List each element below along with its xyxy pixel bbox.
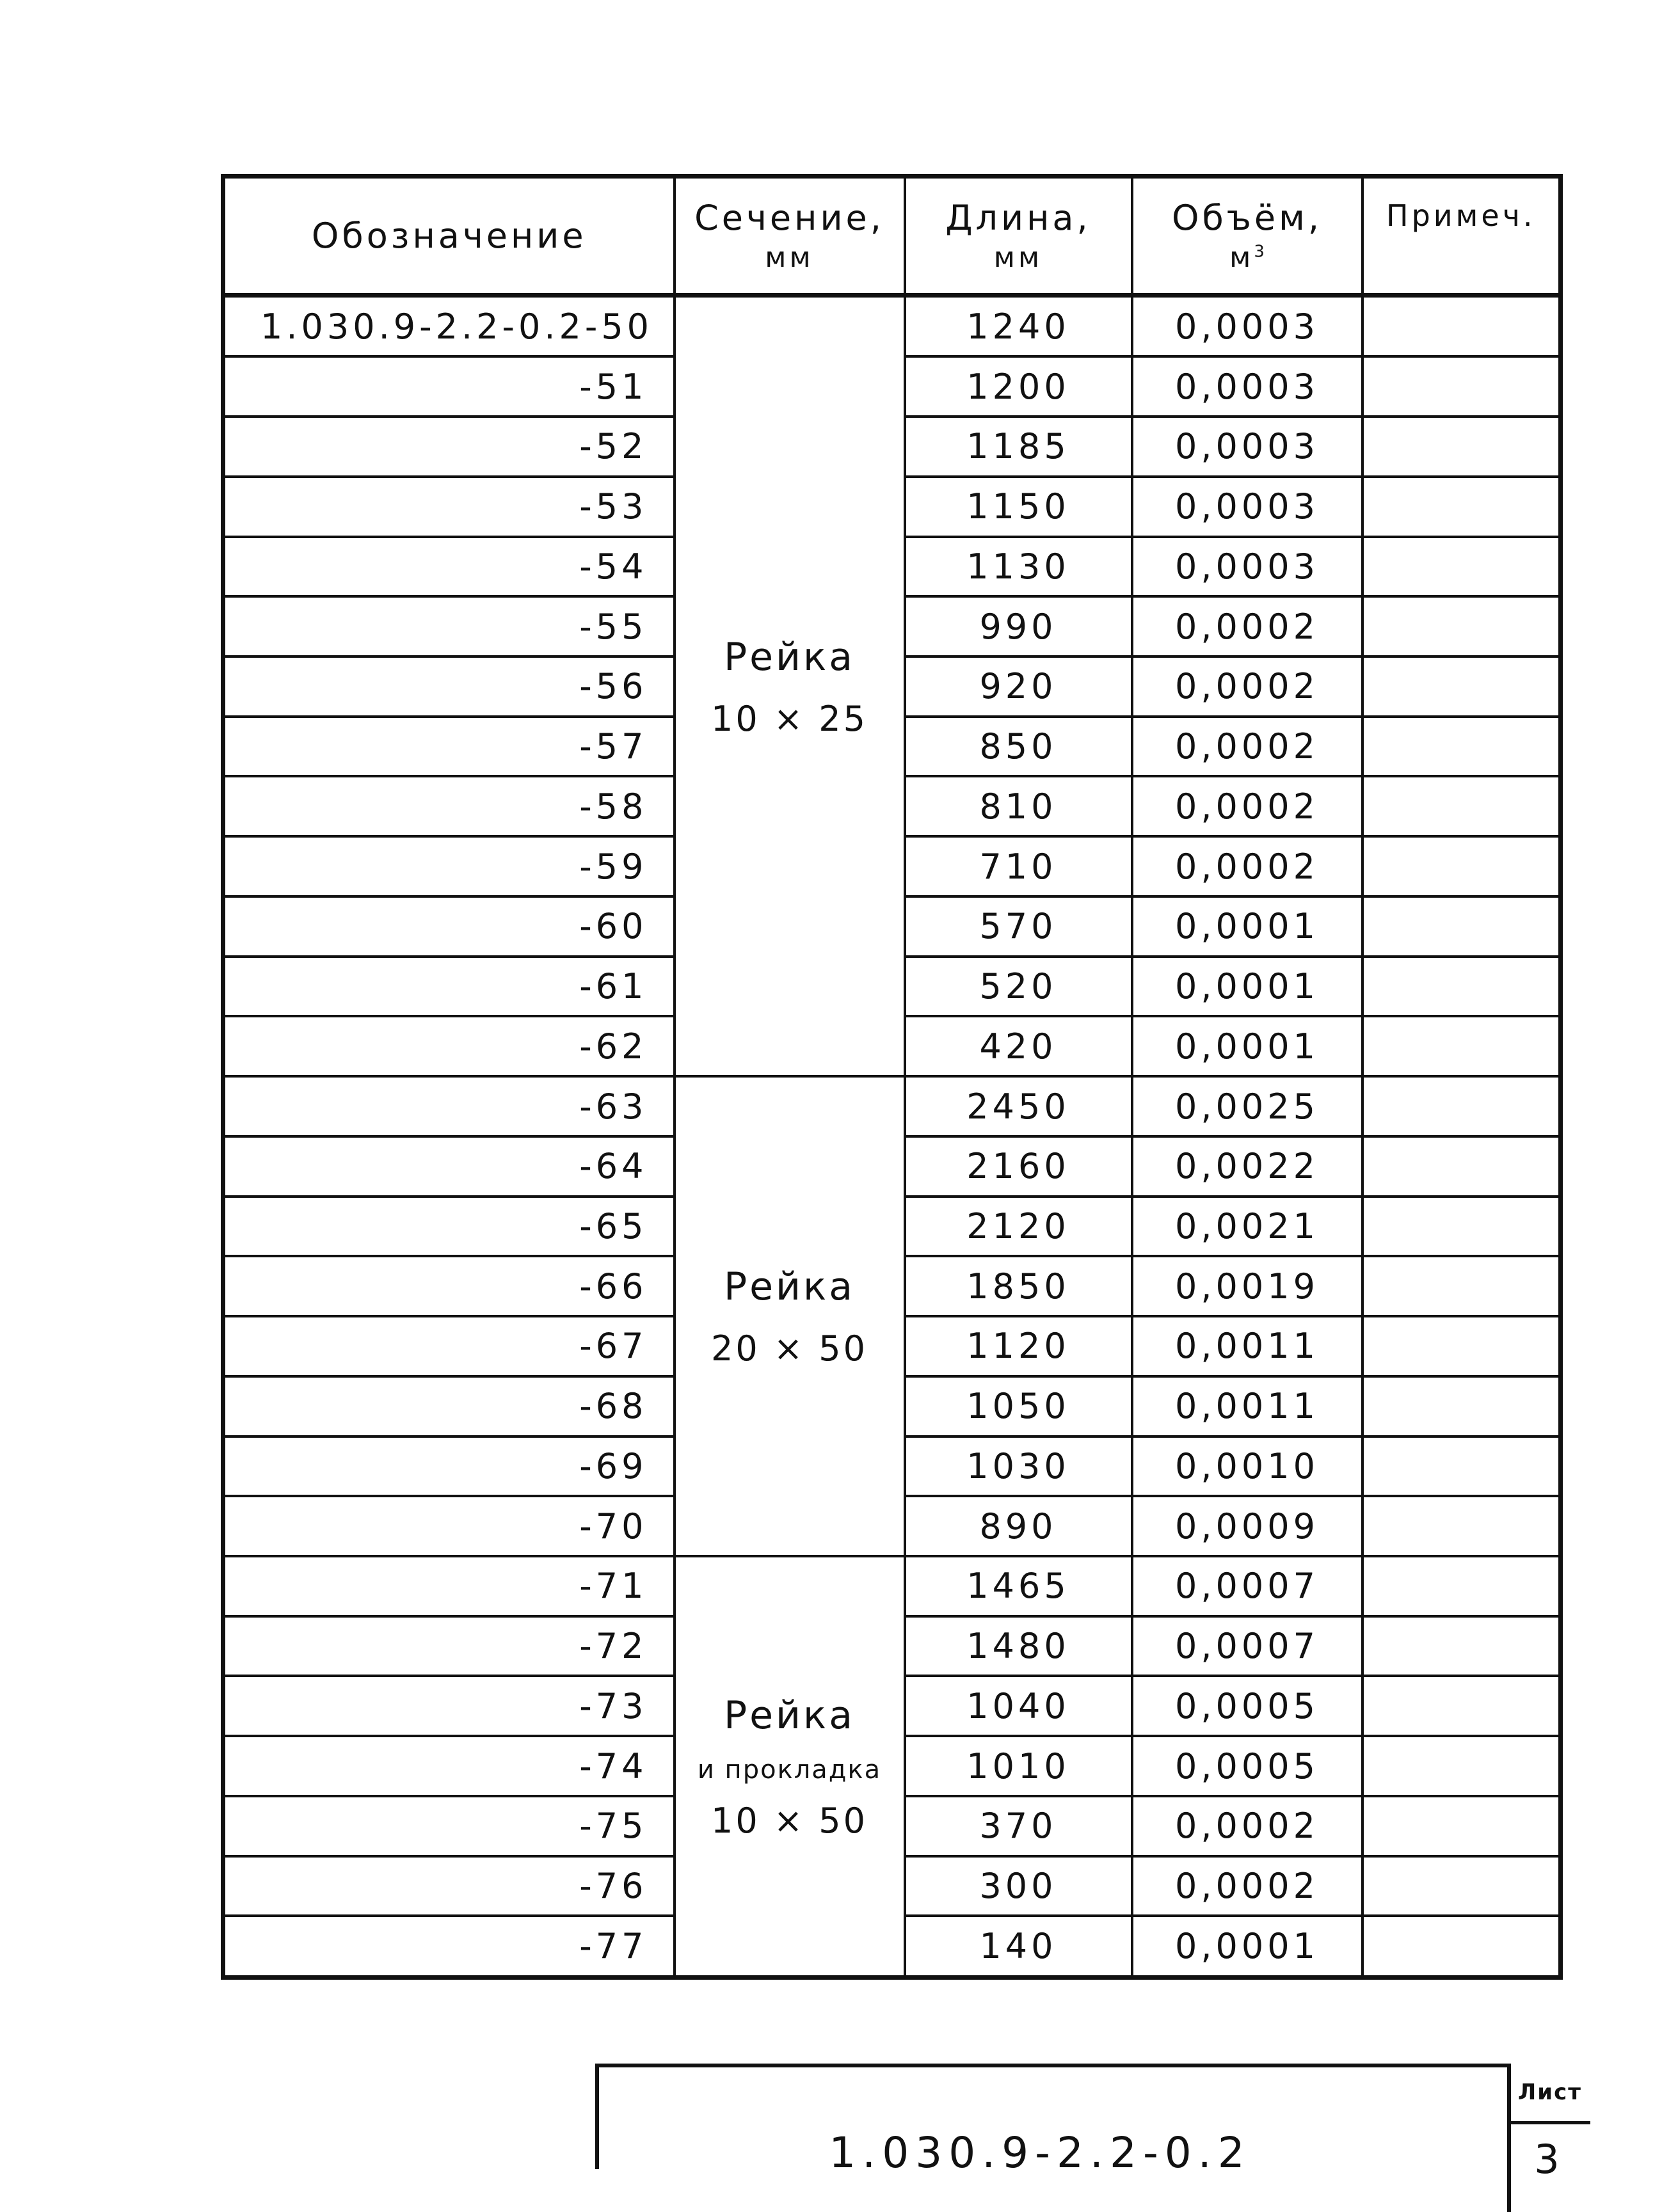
table-header-row — [223, 177, 1561, 296]
section-line2: 20 × 50 — [710, 1328, 868, 1369]
cell-designation: -51 — [223, 356, 675, 417]
cell-designation: -56 — [223, 656, 675, 717]
cell-volume: 0,0011 — [1132, 1316, 1362, 1376]
cell-designation: -69 — [223, 1436, 675, 1497]
cell-length: 710 — [905, 836, 1132, 896]
section-line1: Рейка — [723, 634, 856, 680]
cell-designation: -76 — [223, 1856, 675, 1916]
cell-length: 990 — [905, 596, 1132, 656]
table-row — [223, 1076, 1561, 1136]
cell-length: 370 — [905, 1796, 1132, 1856]
cell-volume: 0,0022 — [1132, 1136, 1362, 1197]
cell-volume: 0,0002 — [1132, 596, 1362, 656]
cell-section-group — [675, 1076, 905, 1556]
cell-volume: 0,0007 — [1132, 1616, 1362, 1676]
cell-volume: 0,0003 — [1132, 537, 1362, 597]
cell-note — [1362, 1796, 1561, 1856]
cell-note — [1362, 1016, 1561, 1076]
section-line2: и прокладка — [697, 1754, 882, 1785]
cell-note — [1362, 1136, 1561, 1197]
cell-note — [1362, 1256, 1561, 1316]
header-length-label: Длина, — [945, 198, 1091, 239]
cell-designation: -62 — [223, 1016, 675, 1076]
cell-designation: -75 — [223, 1796, 675, 1856]
header-section-label: Сечение, — [694, 198, 884, 239]
cell-note — [1362, 537, 1561, 597]
cell-designation: -60 — [223, 896, 675, 957]
cell-designation: -70 — [223, 1496, 675, 1556]
cell-designation: -55 — [223, 596, 675, 656]
cell-length: 300 — [905, 1856, 1132, 1916]
cell-volume: 0,0002 — [1132, 717, 1362, 777]
cell-volume: 0,0005 — [1132, 1676, 1362, 1736]
cell-note — [1362, 1316, 1561, 1376]
cell-designation: -65 — [223, 1197, 675, 1257]
cell-length: 810 — [905, 776, 1132, 836]
cell-note — [1362, 296, 1561, 357]
title-block-left-border — [595, 2064, 599, 2169]
cell-note — [1362, 1916, 1561, 1977]
section-line2: 10 × 25 — [710, 698, 868, 739]
cell-volume: 0,0001 — [1132, 1916, 1362, 1977]
sheet-label: Лист — [1518, 2080, 1582, 2105]
cell-note — [1362, 1496, 1561, 1556]
title-block-top-border — [595, 2064, 1510, 2067]
header-length-unit: мм — [993, 241, 1043, 274]
cell-volume: 0,0002 — [1132, 1796, 1362, 1856]
cell-volume: 0,0003 — [1132, 296, 1362, 357]
cell-designation: -74 — [223, 1736, 675, 1796]
cell-volume: 0,0003 — [1132, 417, 1362, 477]
cell-designation: -68 — [223, 1376, 675, 1436]
cell-volume: 0,0025 — [1132, 1076, 1362, 1136]
cell-length: 1185 — [905, 417, 1132, 477]
cell-note — [1362, 1856, 1561, 1916]
cell-note — [1362, 1376, 1561, 1436]
title-block-sheet-rule — [1507, 2121, 1590, 2124]
cell-note — [1362, 1556, 1561, 1616]
cell-note — [1362, 717, 1561, 777]
header-volume-unit: м — [1229, 241, 1254, 274]
cell-note — [1362, 477, 1561, 537]
cell-note — [1362, 1076, 1561, 1136]
cell-designation: -57 — [223, 717, 675, 777]
cell-length: 1480 — [905, 1616, 1132, 1676]
cell-designation: -64 — [223, 1136, 675, 1197]
cell-designation: -66 — [223, 1256, 675, 1316]
document-code: 1.030.9-2.2-0.2 — [829, 2128, 1251, 2177]
sheet-number: 3 — [1534, 2136, 1560, 2183]
cell-volume: 0,0010 — [1132, 1436, 1362, 1497]
cell-note — [1362, 417, 1561, 477]
cell-volume: 0,0019 — [1132, 1256, 1362, 1316]
cell-note — [1362, 1197, 1561, 1257]
cell-designation: -58 — [223, 776, 675, 836]
cell-length: 1240 — [905, 296, 1132, 357]
cell-length: 1200 — [905, 356, 1132, 417]
cell-volume: 0,0003 — [1132, 356, 1362, 417]
cell-length: 1465 — [905, 1556, 1132, 1616]
cell-length: 890 — [905, 1496, 1132, 1556]
cell-volume: 0,0001 — [1132, 1016, 1362, 1076]
cell-designation: -52 — [223, 417, 675, 477]
cell-length: 1010 — [905, 1736, 1132, 1796]
header-section-unit: мм — [765, 241, 814, 274]
cell-designation: -63 — [223, 1076, 675, 1136]
cell-length: 1120 — [905, 1316, 1132, 1376]
cell-note — [1362, 1616, 1561, 1676]
specification-table — [221, 174, 1563, 1980]
cell-note — [1362, 1676, 1561, 1736]
header-note-label: Примеч. — [1386, 198, 1536, 233]
cell-designation: -71 — [223, 1556, 675, 1616]
cell-note — [1362, 656, 1561, 717]
cell-length: 1040 — [905, 1676, 1132, 1736]
header-note — [1362, 177, 1561, 296]
cell-note — [1362, 776, 1561, 836]
cell-length: 570 — [905, 896, 1132, 957]
cell-length: 1030 — [905, 1436, 1132, 1497]
cell-length: 1050 — [905, 1376, 1132, 1436]
cell-length: 1850 — [905, 1256, 1132, 1316]
cell-length: 850 — [905, 717, 1132, 777]
cell-volume: 0,0002 — [1132, 836, 1362, 896]
title-block-sheet-divider — [1507, 2064, 1511, 2212]
cell-designation: -67 — [223, 1316, 675, 1376]
cell-note — [1362, 1436, 1561, 1497]
cell-volume: 0,0002 — [1132, 1856, 1362, 1916]
cell-volume: 0,0002 — [1132, 776, 1362, 836]
section-line1: Рейка — [723, 1264, 856, 1310]
cell-volume: 0,0011 — [1132, 1376, 1362, 1436]
cell-note — [1362, 596, 1561, 656]
cell-section-group — [675, 1556, 905, 1977]
cell-designation: -61 — [223, 957, 675, 1017]
cell-length: 140 — [905, 1916, 1132, 1977]
header-volume-label: Объём, — [1171, 198, 1323, 239]
cell-volume: 0,0003 — [1132, 477, 1362, 537]
cell-note — [1362, 896, 1561, 957]
header-volume — [1132, 177, 1362, 296]
cell-designation: -77 — [223, 1916, 675, 1977]
table-row — [223, 1556, 1561, 1616]
cell-volume: 0,0001 — [1132, 957, 1362, 1017]
cell-length: 920 — [905, 656, 1132, 717]
cell-note — [1362, 836, 1561, 896]
header-volume-unit-wrap — [1133, 240, 1361, 275]
header-length — [905, 177, 1132, 296]
header-designation-label: Обозначение — [311, 215, 587, 256]
header-section — [675, 177, 905, 296]
cell-designation: -73 — [223, 1676, 675, 1736]
cell-length: 1130 — [905, 537, 1132, 597]
section-line1: Рейка — [723, 1692, 856, 1738]
cell-volume: 0,0007 — [1132, 1556, 1362, 1616]
cell-designation: -59 — [223, 836, 675, 896]
cell-length: 420 — [905, 1016, 1132, 1076]
cell-volume: 0,0009 — [1132, 1496, 1362, 1556]
cell-volume: 0,0005 — [1132, 1736, 1362, 1796]
cell-volume: 0,0021 — [1132, 1197, 1362, 1257]
cell-designation: 1.030.9-2.2-0.2-50 — [223, 296, 675, 357]
cell-volume: 0,0001 — [1132, 896, 1362, 957]
cell-section-group — [675, 296, 905, 1077]
table-row — [223, 296, 1561, 357]
cell-designation: -53 — [223, 477, 675, 537]
cell-designation: -72 — [223, 1616, 675, 1676]
cell-volume: 0,0002 — [1132, 656, 1362, 717]
section-line3: 10 × 50 — [710, 1800, 868, 1841]
cell-length: 520 — [905, 957, 1132, 1017]
cell-length: 1150 — [905, 477, 1132, 537]
header-designation — [223, 177, 675, 296]
cell-length: 2120 — [905, 1197, 1132, 1257]
header-volume-unit-exponent: 3 — [1254, 242, 1265, 262]
cell-designation: -54 — [223, 537, 675, 597]
cell-length: 2160 — [905, 1136, 1132, 1197]
cell-note — [1362, 957, 1561, 1017]
cell-length: 2450 — [905, 1076, 1132, 1136]
table-body — [223, 296, 1561, 1978]
cell-note — [1362, 1736, 1561, 1796]
cell-note — [1362, 356, 1561, 417]
